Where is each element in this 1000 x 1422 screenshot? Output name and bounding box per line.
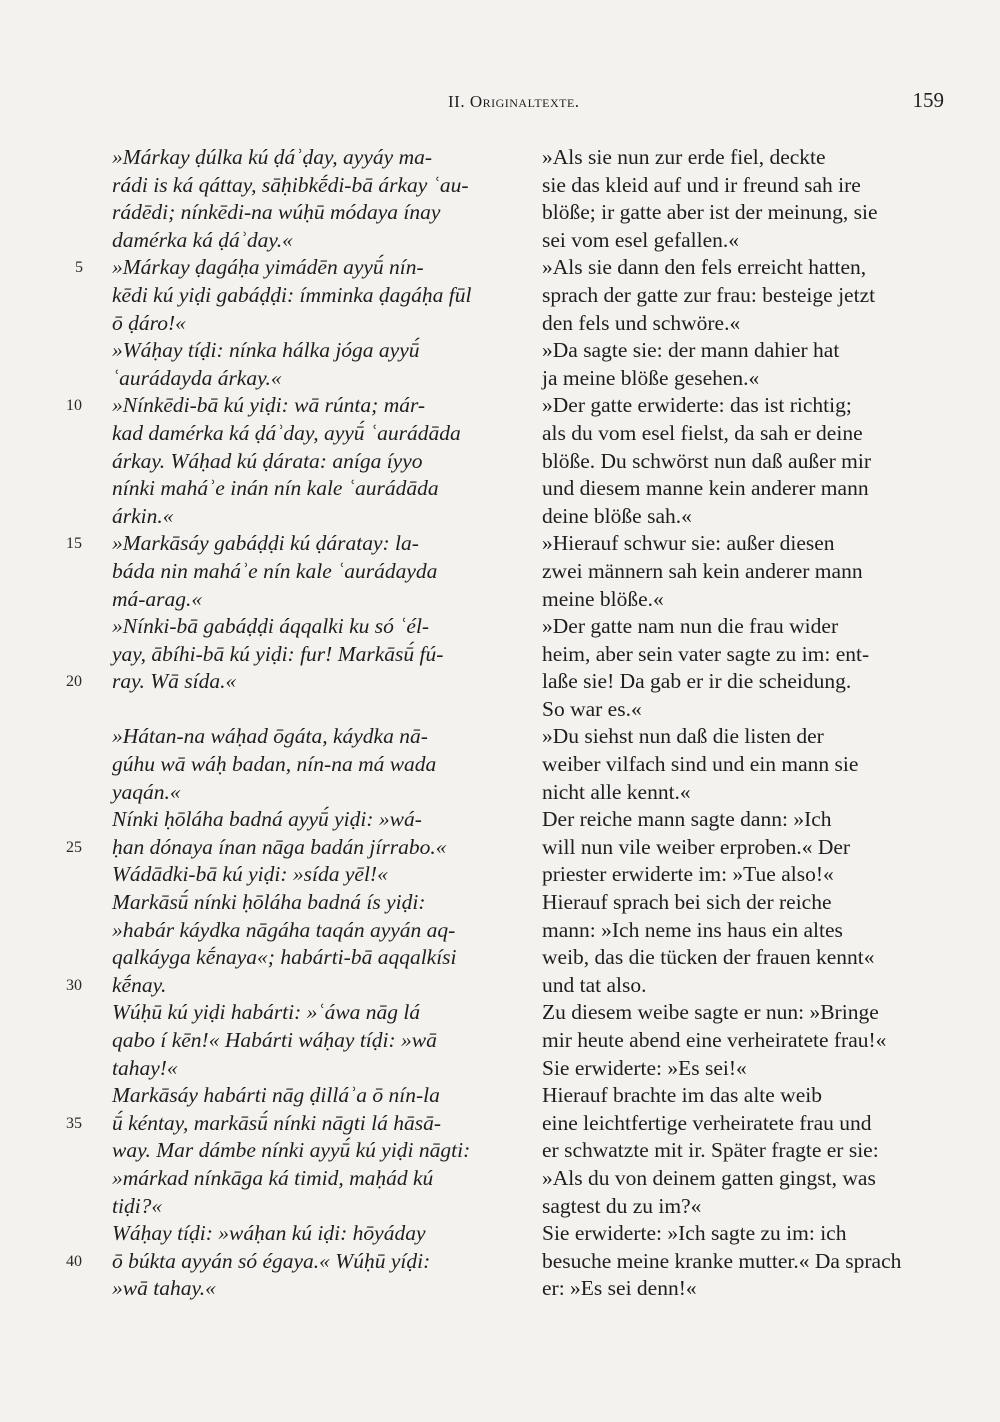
text-line [90,861,520,889]
line-text: »Márkay ḍagáḥa yimádēn ayyū́ nín- [112,255,424,280]
text-line [90,1165,520,1193]
translation-line: Sie erwiderte: »Ich sagte zu im: ich [542,1221,847,1246]
line-text: way. Mar dámbe nínki ayyū́ kú yiḍi nāgti: [112,1138,471,1163]
text-line [90,1082,520,1110]
text-line [90,1193,520,1221]
line-text: tahay!« [112,1055,178,1080]
line-text: »Márkay ḍúlka kú ḍáʾḍay, ayyáy ma- [112,145,433,169]
text-line [66,668,520,696]
text-line [66,392,520,420]
line-text: »Nínkēdi-bā kú yiḍi: wā rúnta; már- [112,393,426,418]
line-number: 20 [66,673,82,691]
text-line [90,172,520,200]
translation-line: meine blöße.« [542,586,664,611]
line-text: kḗnay. [112,972,167,997]
translation-line: »Da sagte sie: der mann dahier hat [542,338,840,363]
translation-line: nicht alle kennt.« [542,779,691,804]
translation-line: eine leichtfertige verheiratete frau und [542,1110,872,1135]
text-line [66,834,520,862]
translation-line: »Als du von deinem gatten gingst, was [542,1165,876,1190]
text-line [90,806,520,834]
translation-line: er schwatzte mit ir. Später fragte er sie: [542,1138,879,1163]
text-line [90,448,520,476]
line-text: nínki maháʾe inán nín kale ʿaurádāda [112,476,439,501]
line-text: má-arag.« [112,586,203,611]
line-text: ō búkta ayyán só égaya.« Wúḥū yíḍi: [112,1248,431,1273]
translation-line: laße sie! Da gab er ir die scheidung. [542,669,852,694]
line-number: 15 [66,535,82,553]
line-text: »márkad nínkāga ká timid, maḥád kú [112,1165,434,1190]
line-number: 10 [66,397,82,415]
text-line [66,530,520,558]
text-line [90,641,520,669]
text-line [90,1055,520,1083]
text-line [90,310,520,338]
line-number: 40 [66,1252,82,1270]
text-line [90,944,520,972]
translation-line: Hierauf sprach bei sich der reiche [542,890,832,915]
text-line [90,1220,520,1248]
line-number: 5 [75,259,83,277]
line-text: kēdi kú yiḍi gabáḍḍi: ímminka ḍagáḥa fūl [112,282,472,307]
line-text: ō ḍáro!« [112,310,186,335]
text-line [90,1137,520,1165]
text-line [90,613,520,641]
line-text: »habár káydka nāgáha taqán ayyán aq- [112,917,456,942]
line-text: damérka ká ḍáʾday.« [112,227,293,252]
line-text: ḥan dónaya ínan nāga badán jírrabo.« [112,834,447,859]
line-number: 35 [66,1114,82,1132]
translation-line: sie das kleid auf und ir freund sah ire [542,172,861,197]
line-text: báda nin maháʾe nín kale ʿaurádayda [112,558,438,583]
line-text: ū́ kéntay, markāsū́ nínki nāgti lá hāsā- [112,1110,442,1135]
text-line [90,475,520,503]
line-text: Markāsū́ nínki ḥōláha badná ís yiḍi: [112,890,426,915]
translation-line: und tat also. [542,972,647,997]
line-text: Wáḥay tíḍi: »wáḥan kú iḍi: hōyáday [112,1221,426,1246]
line-text: yay, ābíhi-bā kú yiḍi: fur! Markāsū́ fú- [112,641,444,666]
line-text: ʿaurádayda árkay.« [112,365,282,390]
translation-line: So war es.« [542,696,642,721]
translation-line: »Als sie nun zur erde fiel, deckte [542,145,826,169]
text-line [66,1248,520,1276]
line-text: Wúḥū kú yiḍi habárti: »ʿáwa nāg lá [112,1000,421,1025]
translation-line: Sie erwiderte: »Es sei!« [542,1055,747,1080]
text-line [90,723,520,751]
line-text: árkin.« [112,503,174,528]
translation-line: den fels und schwöre.« [542,310,741,335]
line-text: »Hátan-na wáḥad ōgáta, káydka nā- [112,724,428,749]
translation-line: mann: »Ich neme ins haus ein altes [542,917,843,942]
line-text: tiḍi?« [112,1193,163,1218]
text-line [90,751,520,779]
text-line [90,999,520,1027]
page-header [0,88,1000,122]
text-line [90,1027,520,1055]
line-text: »Nínki-bā gabáḍḍi áqqalki ku só ʿél- [112,614,430,639]
paragraph-gap [90,696,520,724]
line-number: 30 [66,976,82,994]
translation-line: blöße; ir gatte aber ist der meinung, sie [542,200,878,225]
line-text: rádi is ká qáttay, sāḥibkḗdi-bā árkay ʿau- [112,172,469,197]
translation-line: weib, das die tücken der frauen kennt« [542,945,875,970]
translation-line: »Du siehst nun daß die listen der [542,724,824,749]
line-text: »Markāsáy gabáḍḍi kú ḍáratay: la- [112,531,419,556]
translation-line: heim, aber sein vater sagte zu im: ent- [542,641,870,666]
translation-line: »Der gatte erwiderte: das ist richtig; [542,393,852,418]
text-line [90,365,520,393]
translation-line: als du vom esel fielst, da sah er deine [542,420,863,445]
text-line [90,1275,520,1303]
translation-line: will nun vile weiber erproben.« Der [542,834,851,859]
line-text: qabo í kēn!« Habárti wáḥay tíḍi: »wā [112,1028,437,1052]
line-text: Nínki ḥōláha badná ayyū́ yiḍi: »wá- [112,807,422,832]
line-text: gúhu wā wáḥ badan, nín-na má wada [112,752,437,777]
translation-line: ja meine blöße gesehen.« [542,365,760,390]
running-head: II. Originaltexte. [448,92,580,111]
translation-line: deine blöße sah.« [542,503,692,528]
translation-line: zwei männern sah kein anderer mann [542,558,863,583]
somali-text-column [66,144,520,1303]
line-text: »wā tahay.« [112,1276,216,1301]
translation-line: und diesem manne kein anderer mann [542,476,869,501]
german-translation-column [542,144,952,1303]
translation-line: sei vom esel gefallen.« [542,227,740,252]
line-text: árkay. Wáḥad kú ḍárata: aníga íyyo [112,448,423,473]
translation-line: weiber vilfach sind und ein mann sie [542,752,859,777]
translation-line: priester erwiderte im: »Tue also!« [542,862,834,887]
translation-line: »Als sie dann den fels erreicht hatten, [542,255,867,280]
text-line [75,254,520,282]
translation-line: »Hierauf schwur sie: außer diesen [542,531,835,556]
line-text: kad damérka ká ḍáʾday, ayyū́ ʿaurádāda [112,420,461,445]
translation-line: »Der gatte nam nun die frau wider [542,614,839,639]
text-line [90,282,520,310]
text-line [90,558,520,586]
translation-line: mir heute abend eine verheiratete frau!« [542,1028,887,1052]
text-line [90,144,520,172]
line-text: Wádādki-bā kú yiḍi: »sída yēl!« [112,862,388,887]
translation-line: er: »Es sei denn!« [542,1276,697,1301]
text-line [66,1110,520,1138]
text-line [90,586,520,614]
text-line [90,227,520,255]
line-text: ray. Wā sída.« [112,669,237,694]
line-text: »Wáḥay tíḍi: nínka hálka jóga ayyū́ [112,338,420,363]
line-text: rádēdi; nínkēdi-na wúḥū módaya ínay [112,200,441,225]
translation-line: Hierauf brachte im das alte weib [542,1083,822,1108]
text-line [66,972,520,1000]
text-line [90,889,520,917]
page-number: 159 [912,88,944,112]
text-line [90,779,520,807]
text-line [90,420,520,448]
translation-line: sprach der gatte zur frau: besteige jetzt [542,282,876,307]
text-line [90,199,520,227]
translation-line: sagtest du zu im?« [542,1193,702,1218]
line-number: 25 [66,838,82,856]
line-text: Markāsáy habárti nāg ḍilláʾa ō nín-la [112,1083,440,1108]
text-line [90,337,520,365]
text-line [90,503,520,531]
line-text: yaqán.« [112,779,181,804]
translation-line: besuche meine kranke mutter.« Da sprach [542,1248,902,1273]
line-text: qalkáyga kḗnaya«; habárti-bā aqqalkísi [112,945,457,970]
translation-line: Der reiche mann sagte dann: »Ich [542,807,832,832]
translation-line: blöße. Du schwörst nun daß außer mir [542,448,871,473]
text-line [90,917,520,945]
translation-line: Zu diesem weibe sagte er nun: »Bringe [542,1000,879,1025]
